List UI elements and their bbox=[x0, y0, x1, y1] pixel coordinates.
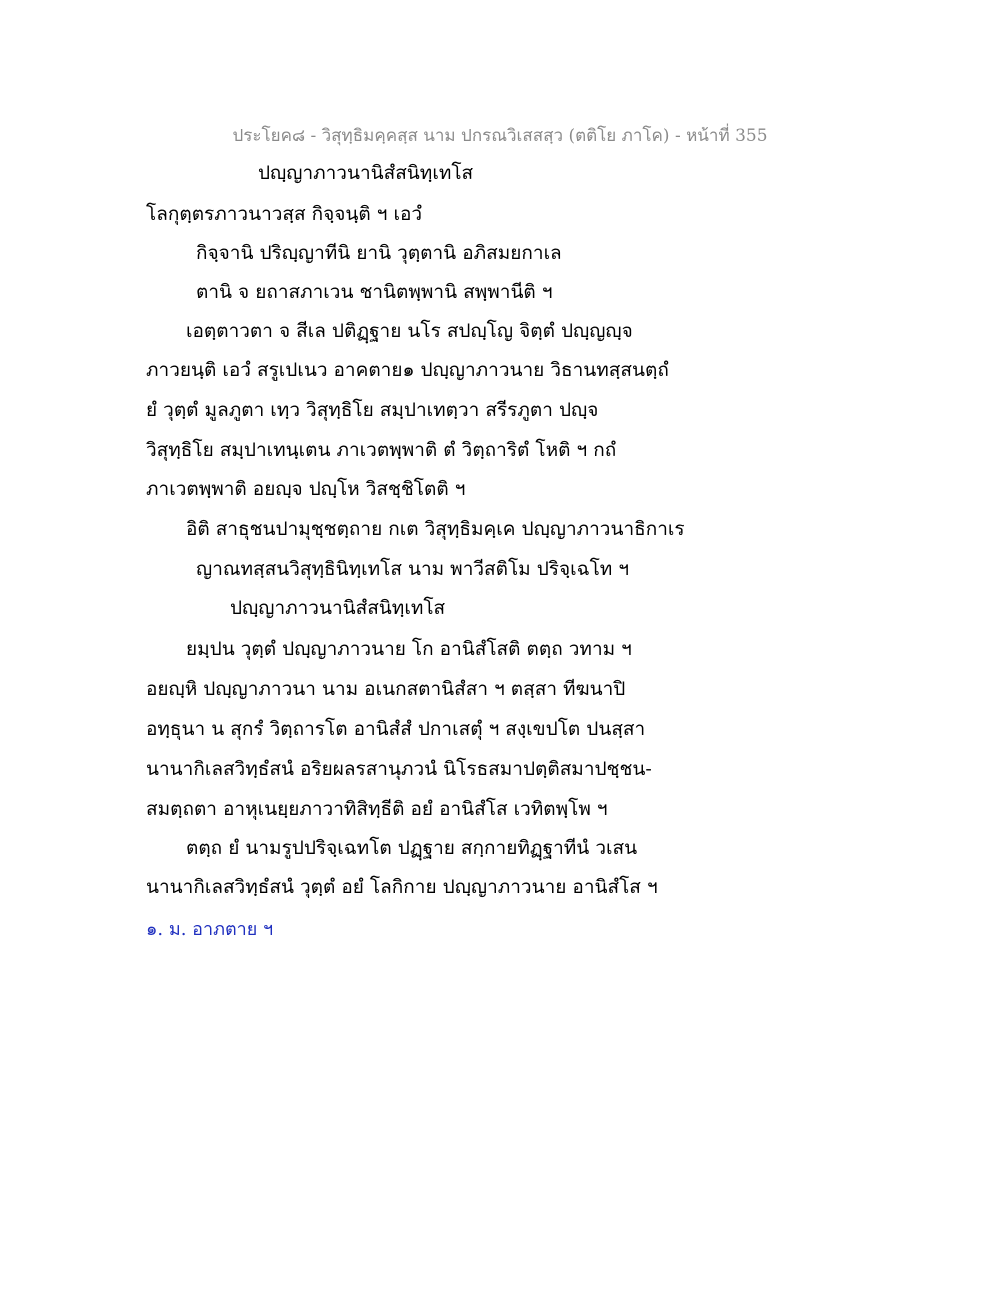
text-line: เอตฺตาวตา จ สีเล ปติฏฺฐาย นโร สปญฺโญ จิตฺตํ ปญฺญญฺจ bbox=[186, 320, 633, 342]
running-header bbox=[0, 122, 1000, 149]
text-line: ภาวยนฺติ เอวํ สรูเปเนว อาคตาย๑ ปญฺญาภาวนาย วิธานทสฺสนตฺถํ bbox=[146, 359, 669, 381]
text-line: อทฺธุนา น สุกรํ วิตฺถารโต อานิสํสํ ปกาเสตุํ ฯ สงฺเขปโต ปนสฺสา bbox=[146, 718, 646, 740]
text-line: โลกุตฺตรภาวนาวสฺส กิจฺจนฺติ ฯ เอวํ bbox=[146, 203, 423, 225]
text-line: วิสุทฺธิโย สมฺปาเทนฺเตน ภาเวตพฺพาติ ตํ วิตฺถาริตํ โหติ ฯ กถํ bbox=[146, 439, 617, 461]
text-line: นานากิเลสวิทฺธํสนํ วุตฺตํ อยํ โลกิกาย ปญฺญาภาวนาย อานิสํโส ฯ bbox=[146, 876, 658, 898]
header-title: ประโยค๘ - วิสุทฺธิมคฺคสฺส นาม ปกรณวิเสสสฺว (ตติโย ภาโค) - หน้าที่ 355 bbox=[232, 126, 768, 146]
text-line: ภาเวตพฺพาติ อยญฺจ ปญฺโห วิสชฺชิโตติ ฯ bbox=[146, 478, 466, 500]
verse-line: กิจฺจานิ ปริญฺญาทีนิ ยานิ วุตฺตานิ อภิสมยกาเล bbox=[196, 242, 562, 264]
verse-line: ตานิ จ ยถาสภาเวน ชานิตพฺพานิ สพฺพานีติ ฯ bbox=[196, 281, 553, 303]
section-heading: ปญฺญาภาวนานิสํสนิทฺเทโส bbox=[230, 597, 446, 619]
colophon-line: อิติ สาธุชนปามุชฺชตฺถาย กเต วิสุทฺธิมคฺเค ปญฺญาภาวนาธิกาเร bbox=[186, 518, 685, 540]
section-heading-top: ปญฺญาภาวนานิสํสนิทฺเทโส bbox=[258, 162, 474, 184]
footnote: ๑. ม. อาภตาย ฯ bbox=[146, 919, 274, 940]
text-line: ยํ วุตฺตํ มูลภูตา เทฺว วิสุทฺธิโย สมฺปาเทตฺวา สรีรภูตา ปญฺจ bbox=[146, 399, 599, 421]
text-line: ยมฺปน วุตฺตํ ปญฺญาภาวนาย โก อานิสํโสติ ตตฺถ วทาม ฯ bbox=[186, 638, 632, 660]
text-line: อยญฺหิ ปญฺญาภาวนา นาม อเนกสตานิสํสา ฯ ตสฺสา ทีฆนาปิ bbox=[146, 678, 626, 700]
colophon-line: ญาณทสฺสนวิสุทฺธินิทฺเทโส นาม พาวีสติโม ปริจฺเฉโท ฯ bbox=[196, 558, 630, 580]
text-line: ตตฺถ ยํ นามรูปปริจฺเฉทโต ปฏฺฐาย สกฺกายทิฏฺฐาทีนํ วเสน bbox=[186, 837, 638, 859]
text-line: สมตฺถตา อาหุเนยฺยภาวาทิสิทฺธีติ อยํ อานิสํโส เวทิตพฺโพ ฯ bbox=[146, 798, 608, 820]
text-line: นานากิเลสวิทฺธํสนํ อริยผลรสานุภวนํ นิโรธสมาปตฺติสมาปชฺชน- bbox=[146, 758, 652, 780]
